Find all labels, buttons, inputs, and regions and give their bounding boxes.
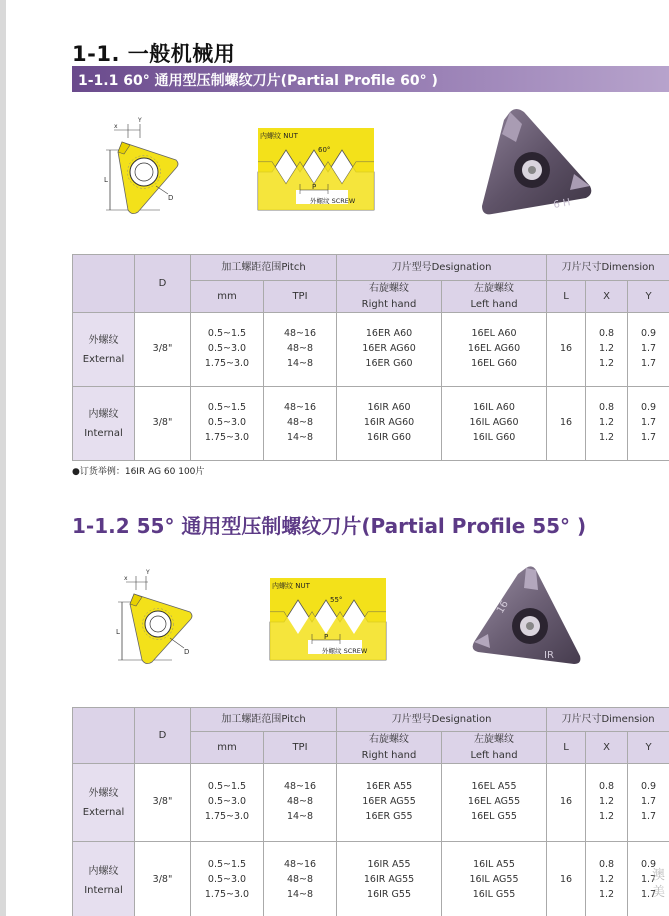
thread-type-cell: 外螺纹 External (73, 313, 135, 387)
d-cell: 3/8" (135, 313, 191, 387)
nut-label: 内螺纹 NUT (260, 132, 298, 140)
label-x: x (124, 575, 128, 582)
svg-text:IR: IR (544, 650, 554, 661)
thread-type-cell: 内螺纹 Internal (73, 387, 135, 461)
thread-profile-drawing-60 (256, 126, 376, 212)
svg-text:16: 16 (495, 598, 511, 616)
screw-label: 外螺纹 SCREW (322, 647, 368, 655)
order-example-note: ●订货举例：16IR AG 60 100片 (72, 467, 205, 477)
mm-cell: 0.5~1.5 0.5~3.0 1.75~3.0 (191, 842, 264, 916)
tpi-cell: 48~16 48~8 14~8 (264, 764, 337, 842)
left-hand-cell: 16EL A60 16EL AG60 16EL G60 (442, 313, 547, 387)
y-cell: 0.9 1.7 1.7 (628, 764, 669, 842)
label-x: x (114, 123, 118, 130)
chapter-title: 1-1. 一般机械用 (72, 42, 236, 66)
mm-cell: 0.5~1.5 0.5~3.0 1.75~3.0 (191, 313, 264, 387)
header-left-hand: 左旋螺纹 Left hand (442, 281, 547, 313)
header-tpi: TPI (264, 281, 337, 313)
thread-type-cell: 外螺纹 External (73, 764, 135, 842)
insert-dimension-drawing-60 (100, 112, 200, 220)
y-cell: 0.9 1.7 1.7 (628, 842, 669, 916)
pitch-label: P (312, 183, 317, 191)
watermark: 澳美 (652, 868, 666, 900)
l-cell: 16 (547, 387, 586, 461)
header-right-hand: 右旋螺纹 Right hand (337, 732, 442, 764)
angle-label: 60° (318, 146, 331, 154)
tpi-cell: 48~16 48~8 14~8 (264, 842, 337, 916)
header-blank (73, 708, 135, 764)
x-cell: 0.8 1.2 1.2 (586, 313, 628, 387)
header-left-hand: 左旋螺纹 Left hand (442, 732, 547, 764)
d-cell: 3/8" (135, 764, 191, 842)
insert-spec-table-60 (72, 254, 669, 461)
label-d: D (184, 648, 190, 656)
d-cell: 3/8" (135, 387, 191, 461)
screw-label: 外螺纹 SCREW (310, 197, 356, 205)
svg-text:6 H: 6 H (552, 197, 572, 211)
l-cell: 16 (547, 764, 586, 842)
header-d: D (135, 708, 191, 764)
header-pitch-range: 加工螺距范围Pitch (191, 255, 337, 281)
header-pitch-range: 加工螺距范围Pitch (191, 708, 337, 732)
label-y: Y (138, 117, 142, 124)
label-l: L (104, 176, 108, 184)
right-hand-cell: 16ER A60 16ER AG60 16ER G60 (337, 313, 442, 387)
tpi-cell: 48~16 48~8 14~8 (264, 313, 337, 387)
header-l: L (547, 281, 586, 313)
y-cell: 0.9 1.7 1.7 (628, 387, 669, 461)
thread-profile-drawing-55 (268, 576, 388, 662)
section-1-header-band (72, 66, 669, 92)
angle-label: 55° (330, 596, 343, 604)
header-dimension: 刀片尺寸Dimension (547, 708, 669, 732)
header-mm: mm (191, 281, 264, 313)
mm-cell: 0.5~1.5 0.5~3.0 1.75~3.0 (191, 387, 264, 461)
mm-cell: 0.5~1.5 0.5~3.0 1.75~3.0 (191, 764, 264, 842)
left-hand-cell: 16EL A55 16EL AG55 16EL G55 (442, 764, 547, 842)
section-1-title: 1-1.1 60° 通用型压制螺纹刀片(Partial Profile 60° ) (78, 73, 438, 89)
header-right-hand: 右旋螺纹 Right hand (337, 281, 442, 313)
table-row (73, 764, 669, 842)
left-hand-cell: 16IL A55 16IL AG55 16IL G55 (442, 842, 547, 916)
x-cell: 0.8 1.2 1.2 (586, 842, 628, 916)
header-l: L (547, 732, 586, 764)
table-row (73, 842, 669, 916)
section-2-title: 1-1.2 55° 通用型压制螺纹刀片(Partial Profile 55° ) (72, 514, 587, 538)
tpi-cell: 48~16 48~8 14~8 (264, 387, 337, 461)
header-blank (73, 255, 135, 313)
label-d: D (168, 194, 174, 202)
right-hand-cell: 16IR A60 16IR AG60 16IR G60 (337, 387, 442, 461)
header-x: X (586, 732, 628, 764)
header-x: X (586, 281, 628, 313)
label-y: Y (146, 569, 150, 576)
insert-dimension-drawing-55 (112, 566, 212, 670)
left-hand-cell: 16IL A60 16IL AG60 16IL G60 (442, 387, 547, 461)
thread-type-cell: 内螺纹 Internal (73, 842, 135, 916)
header-designation: 刀片型号Designation (337, 255, 547, 281)
insert-photo-55 (466, 562, 596, 678)
x-cell: 0.8 1.2 1.2 (586, 387, 628, 461)
x-cell: 0.8 1.2 1.2 (586, 764, 628, 842)
l-cell: 16 (547, 842, 586, 916)
y-cell: 0.9 1.7 1.7 (628, 313, 669, 387)
pitch-label: P (324, 633, 329, 641)
header-dimension: 刀片尺寸Dimension (547, 255, 669, 281)
header-designation: 刀片型号Designation (337, 708, 547, 732)
header-mm: mm (191, 732, 264, 764)
table-row (73, 387, 669, 461)
d-cell: 3/8" (135, 842, 191, 916)
header-y: Y (628, 732, 669, 764)
label-l: L (116, 628, 120, 636)
page-edge (0, 0, 6, 916)
header-tpi: TPI (264, 732, 337, 764)
nut-label: 内螺纹 NUT (272, 582, 310, 590)
l-cell: 16 (547, 313, 586, 387)
header-d: D (135, 255, 191, 313)
header-y: Y (628, 281, 669, 313)
table-row (73, 313, 669, 387)
insert-photo-60 (470, 104, 600, 220)
right-hand-cell: 16IR A55 16IR AG55 16IR G55 (337, 842, 442, 916)
right-hand-cell: 16ER A55 16ER AG55 16ER G55 (337, 764, 442, 842)
insert-spec-table-55 (72, 707, 669, 916)
